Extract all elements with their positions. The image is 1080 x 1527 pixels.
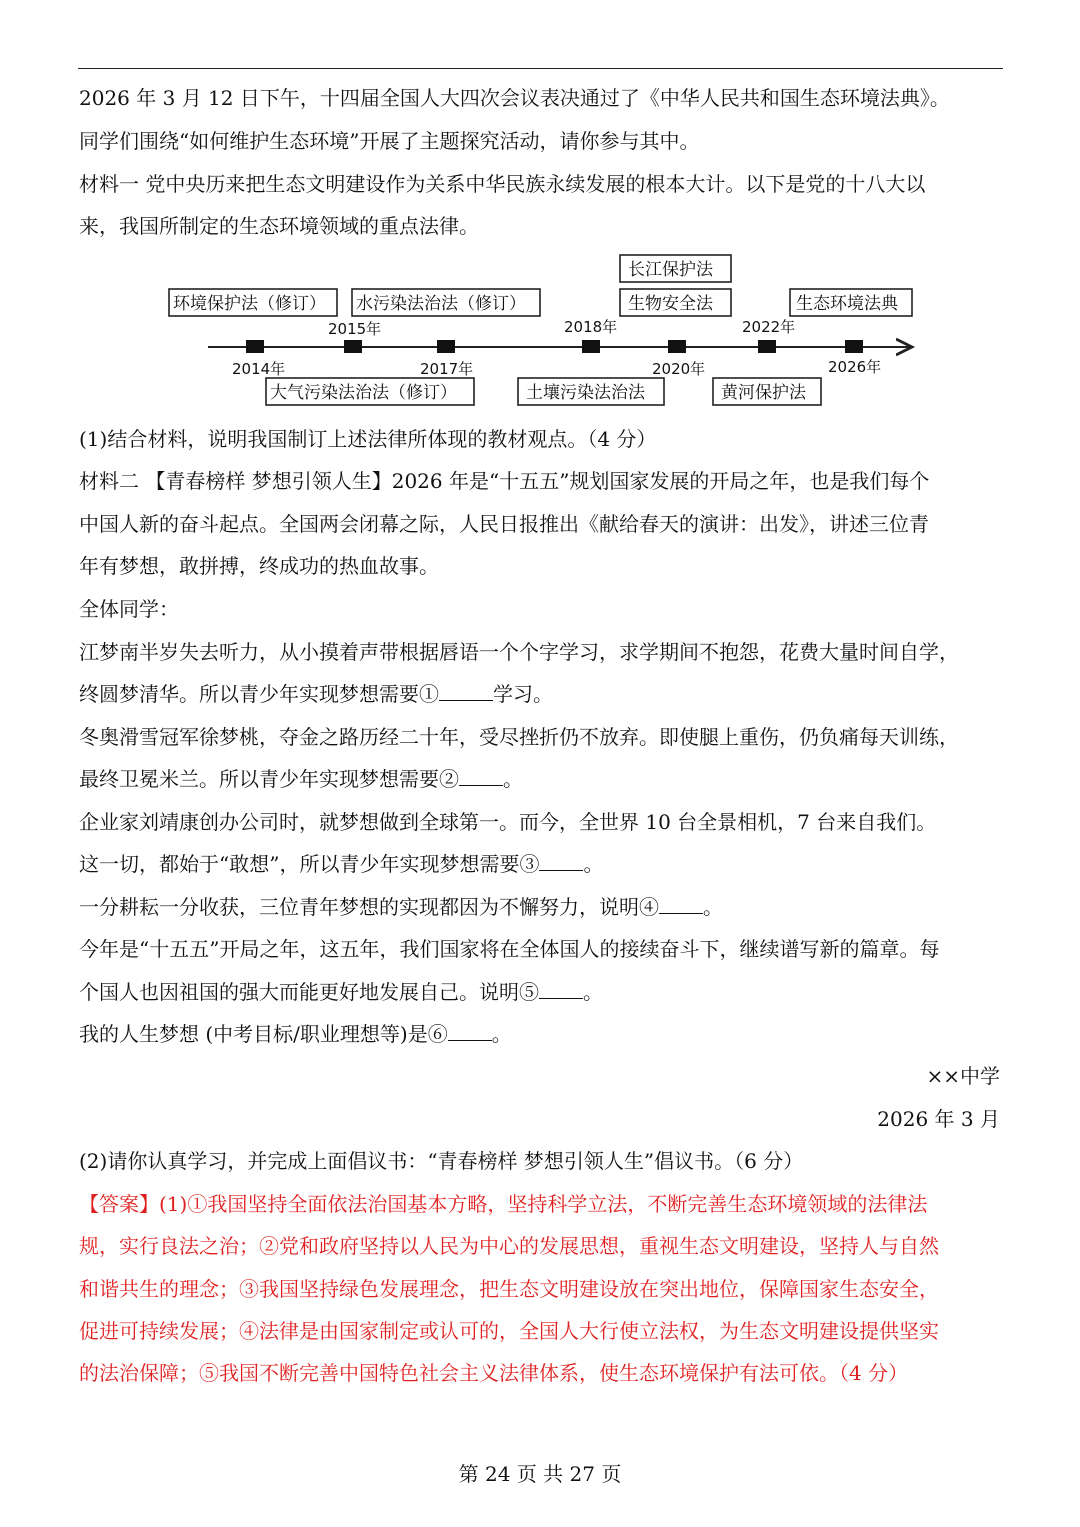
fill-blank-1[interactable] (439, 682, 493, 701)
svg-text:环境保护法（修订）: 环境保护法（修订） (173, 294, 326, 314)
answer-line-2: 规，实行良法之治；②党和政府坚持以人民为中心的发展思想，重视生态文明建设，坚持人与自然 (79, 1234, 939, 1258)
letter-signature: ××中学 (926, 1064, 1000, 1088)
answer-line-5: 的法治保障；⑤我国不断完善中国特色社会主义法律体系，使生态环境保护有法可依。（4 分） (79, 1361, 909, 1385)
law-box-yellow-river (713, 378, 821, 405)
svg-text:土壤污染法治法: 土壤污染法治法 (526, 383, 645, 403)
intro-line-1: 2026 年 3 月 12 日下午，十四届全国人大四次会议表决通过了《中华人民共和国生态环境法典》。 (79, 86, 950, 110)
year-marker-2026 (845, 340, 863, 353)
svg-text:大气污染法治法（修订）: 大气污染法治法（修订） (270, 383, 457, 403)
year-label-2026: 2026年 (828, 358, 882, 376)
year-marker-2015 (344, 340, 362, 353)
svg-text:黄河保护法: 黄河保护法 (721, 383, 806, 403)
material2-line-3: 年有梦想，敢拼搏，终成功的热血故事。 (79, 554, 439, 578)
year-label-2018: 2018年 (564, 318, 618, 336)
fill-blank-6[interactable] (448, 1022, 492, 1041)
year-marker-2022 (758, 340, 776, 353)
year-label-2020: 2020年 (652, 360, 706, 378)
law-box-water-pollution (352, 289, 540, 316)
svg-text:水污染法治法（修订）: 水污染法治法（修订） (356, 294, 526, 314)
letter-p1: 江梦南半岁失去听力，从小摸着声带根据唇语一个个字学习，求学期间不抱怨，花费大量时间自学， (79, 640, 959, 664)
letter-p2: 冬奥滑雪冠军徐梦桃，夺金之路历经二十年，受尽挫折仍不放弃。即使腿上重伤，仍负痛每天训练， (79, 725, 959, 749)
year-label-2015: 2015年 (328, 320, 382, 338)
year-marker-2018 (582, 340, 600, 353)
year-label-2014: 2014年 (232, 360, 286, 378)
letter-p1b: 终圆梦清华。所以青少年实现梦想需要① 学习。 (79, 682, 553, 706)
law-box-biosecurity (620, 289, 731, 316)
intro-line-2: 同学们围绕“如何维护生态环境”开展了主题探究活动，请你参与其中。 (79, 129, 700, 153)
material2-line-2: 中国人新的奋斗起点。全国两会闭幕之际，人民日报推出《献给春天的演讲：出发》，讲述三位青 (79, 512, 929, 536)
year-marker-2020 (668, 340, 686, 353)
answer-line-3: 和谐共生的理念；③我国坚持绿色发展理念，把生态文明建设放在突出地位，保障国家生态安全， (79, 1277, 939, 1301)
fill-blank-5[interactable] (539, 980, 583, 999)
fill-blank-3[interactable] (539, 852, 583, 871)
letter-date: 2026 年 3 月 (877, 1107, 1000, 1131)
law-box-air-pollution (266, 378, 474, 405)
year-marker-2014 (246, 340, 264, 353)
header-rule (78, 68, 1003, 69)
law-box-soil-pollution (518, 378, 664, 405)
law-box-yangtze (620, 255, 731, 282)
material2-line-1: 材料二 【青春榜样 梦想引领人生】2026 年是“十五五”规划国家发展的开局之年，也是我们每个 (79, 469, 930, 493)
material1-line-1: 材料一 党中央历来把生态文明建设作为关系中华民族永续发展的根本大计。以下是党的十八大以 (79, 172, 926, 196)
fill-blank-4[interactable] (659, 895, 703, 914)
question-2: (2)请你认真学习，并完成上面倡议书：“青春榜样 梦想引领人生”倡议书。（6 分） (79, 1149, 804, 1173)
svg-text:生物安全法: 生物安全法 (628, 294, 713, 314)
letter-p3b: 这一切，都始于“敢想”，所以青少年实现梦想需要③ 。 (79, 852, 604, 876)
answer-line-1: 【答案】(1)①我国坚持全面依法治国基本方略，坚持科学立法，不断完善生态环境领域的法律法 (79, 1192, 928, 1216)
material1-line-2: 来，我国所制定的生态环境领域的重点法律。 (79, 214, 479, 238)
letter-p5: 今年是“十五五”开局之年，这五年，我们国家将在全体国人的接续奋斗下，继续谱写新的篇章。每 (79, 937, 940, 961)
fill-blank-2[interactable] (459, 767, 503, 786)
letter-p3: 企业家刘靖康创办公司时，就梦想做到全球第一。而今，全世界 10 台全景相机，7 台来自我们。 (79, 810, 937, 834)
svg-text:长江保护法: 长江保护法 (628, 260, 713, 280)
letter-p5b: 个国人也因祖国的强大而能更好地发展自己。说明⑤ 。 (79, 980, 603, 1004)
answer-line-4: 促进可持续发展；④法律是由国家制定或认可的，全国人大行使立法权，为生态文明建设提供坚实 (79, 1319, 939, 1343)
year-label-2017: 2017年 (420, 360, 474, 378)
letter-p4: 一分耕耘一分收获，三位青年梦想的实现都因为不懈努力，说明④ 。 (79, 895, 723, 919)
letter-greeting: 全体同学： (79, 597, 179, 621)
year-label-2022: 2022年 (742, 318, 796, 336)
law-box-environmental-protection (169, 289, 337, 316)
page-number-footer: 第 24 页 共 27 页 (458, 1462, 622, 1486)
law-timeline-diagram (0, 245, 1080, 415)
question-1: (1)结合材料，说明我国制订上述法律所体现的教材观点。（4 分） (79, 427, 657, 451)
year-marker-2017 (437, 340, 455, 353)
svg-text:生态环境法典: 生态环境法典 (796, 294, 898, 314)
law-box-eco-code (790, 289, 912, 316)
letter-p2b: 最终卫冕米兰。所以青少年实现梦想需要② 。 (79, 767, 523, 791)
letter-p6: 我的人生梦想 (中考目标/职业理想等)是⑥ 。 (79, 1022, 512, 1046)
